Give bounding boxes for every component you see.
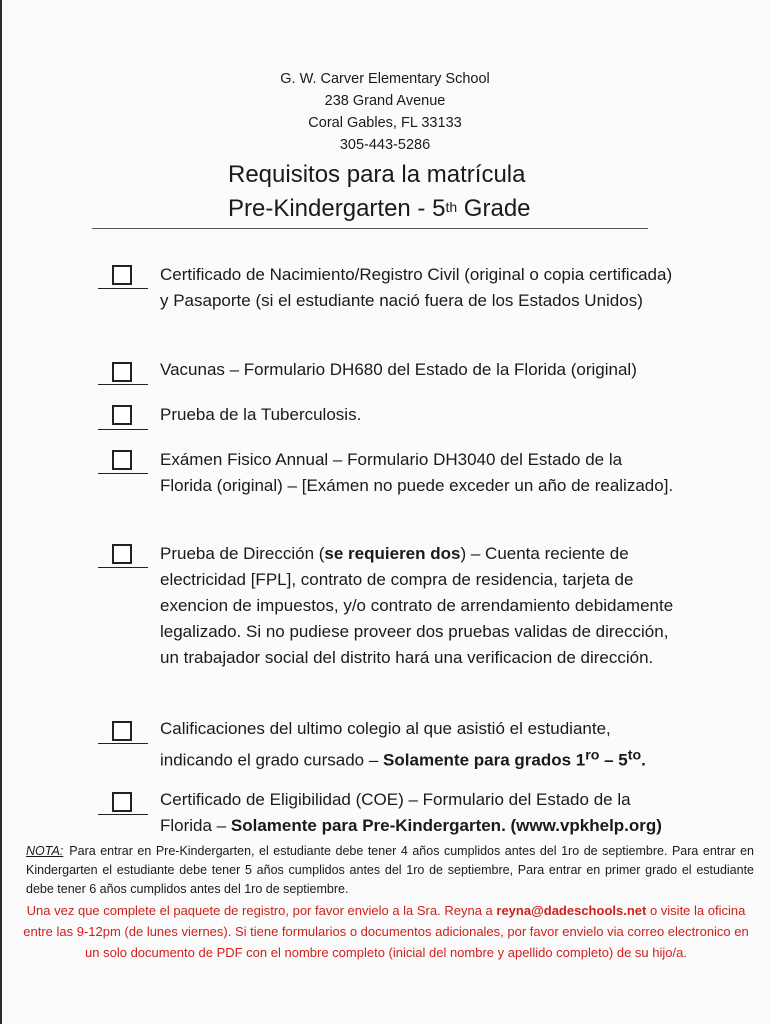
school-name: G. W. Carver Elementary School	[280, 71, 490, 87]
requirement-text	[160, 541, 675, 671]
blank-line	[98, 567, 148, 568]
requirement-text-part: .	[641, 750, 646, 770]
requirement-text	[160, 716, 675, 774]
checkbox[interactable]	[112, 544, 132, 564]
checkbox[interactable]	[112, 405, 132, 425]
title-divider	[92, 228, 648, 229]
checkbox[interactable]	[112, 265, 132, 285]
title-sup: th	[445, 199, 458, 215]
requirement-text-part: ) – Cuenta reciente de electricidad [FPL], contrato de compra de residencia, tarjeta de exencion de impuestos, y/o contrato de arrendamiento debidamente legalizado. Si no pudiese proveer dos pruebas validas de dirección, un trabajador social del distrito hará una verificacion de dirección.	[160, 544, 674, 667]
school-street: 238 Grand Avenue	[324, 93, 446, 109]
nota-paragraph	[26, 842, 754, 899]
blank-line	[98, 288, 148, 289]
school-header	[0, 68, 770, 156]
page-title	[228, 158, 531, 226]
school-phone: 305-443-5286	[339, 137, 431, 153]
notice-text: o visite la oficina entre las 9-12pm (de lunes viernes). Si tiene formularios o documentos adicionales, por favor envielo via correo electronico en un solo documento de PDF con el nombre completo (inicial del nombre y apellido completo) de su hijo/a.	[23, 903, 749, 960]
contact-email-link[interactable]: reyna@dadeschools.net	[496, 903, 647, 918]
website-link: (www.vpkhelp.org)	[505, 816, 662, 835]
requirement-emphasis: se requieren dos	[324, 544, 461, 563]
checkbox[interactable]	[112, 450, 132, 470]
ordinal-sup: to	[627, 747, 642, 763]
submission-notice	[16, 900, 756, 963]
requirement-text-part: Calificaciones del ultimo colegio al que asistió el estudiante, indicando el grado cursado –	[160, 719, 611, 770]
requirement-text-part: Certificado de Eligibilidad (COE) – Formulario del Estado de la Florida –	[160, 790, 631, 835]
nota-label: NOTA:	[26, 844, 64, 858]
requirement-emphasis: Solamente para grados 1	[383, 750, 586, 770]
title-line2	[228, 192, 531, 226]
requirement-emphasis: Solamente para Pre-Kindergarten.	[230, 816, 506, 835]
requirement-text: Certificado de Nacimiento/Registro Civil (original o copia certificada) y Pasaporte (si el estudiante nació fuera de los Estados Unidos)	[160, 265, 673, 310]
nota-text: Para entrar en Pre-Kindergarten, el estudiante debe tener 4 años cumplidos antes del 1ro de septiembre. Para entrar en Kindergarten el estudiante debe tener 5 años cumplidos antes del 1ro de septiembre, Para entrar en primer grado el estudiante debe tener 6 años cumplidos antes del 1ro de septiembre.	[26, 844, 754, 896]
checkbox[interactable]	[112, 721, 132, 741]
blank-line	[98, 473, 148, 474]
blank-line	[98, 384, 148, 385]
requirement-text: Vacunas – Formulario DH680 del Estado de la Florida (original)	[160, 360, 637, 379]
notice-text: Una vez que complete el paquete de registro, por favor envielo a la Sra. Reyna a	[26, 903, 497, 918]
ordinal-sup: ro	[585, 747, 600, 763]
title-line1: Requisitos para la matrícula	[228, 161, 526, 188]
blank-line	[98, 743, 148, 744]
checkbox[interactable]	[112, 792, 132, 812]
title-grade-word: Grade	[457, 195, 531, 222]
requirement-text: Exámen Fisico Annual – Formulario DH3040 del Estado de la Florida (original) – [Exámen no puede exceder un año de realizado].	[160, 450, 674, 495]
requirement-emphasis: – 5	[599, 750, 628, 770]
requirement-text	[160, 787, 675, 839]
blank-line	[98, 429, 148, 430]
blank-line	[98, 814, 148, 815]
requirement-text-part: Prueba de Dirección (	[160, 544, 325, 563]
title-grade-range: Pre-Kindergarten - 5	[228, 195, 446, 222]
requirement-text: Prueba de la Tuberculosis.	[160, 405, 362, 424]
checkbox[interactable]	[112, 362, 132, 382]
school-city: Coral Gables, FL 33133	[308, 115, 462, 131]
